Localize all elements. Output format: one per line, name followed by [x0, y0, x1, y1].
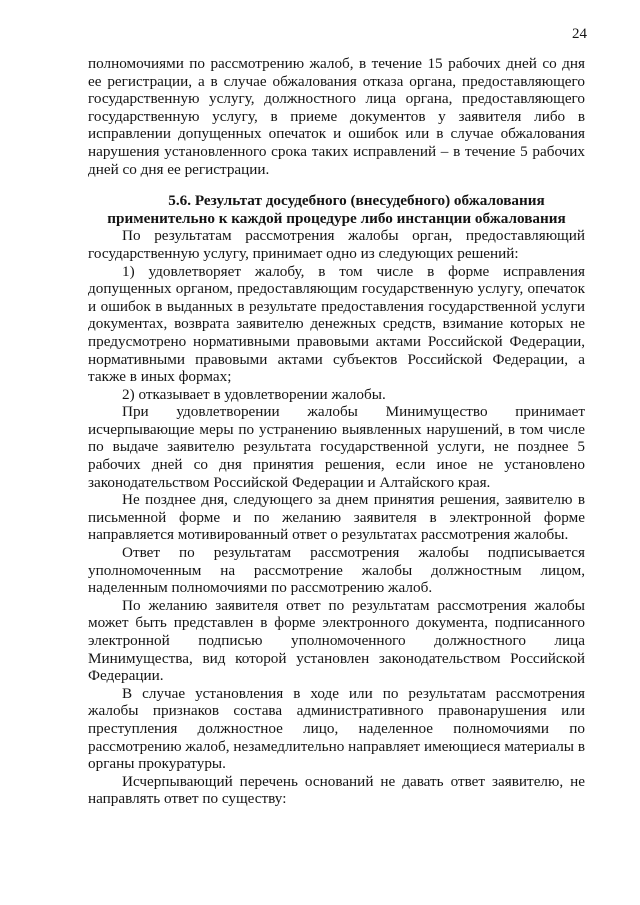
section-heading-line-1: 5.6. Результат досудебного (внесудебного) обжалования	[168, 192, 545, 210]
section-heading-line-2: применительно к каждой процедуре либо инстанции обжалования	[107, 209, 566, 227]
paragraph-electronic-response: По желанию заявителя ответ по результатам рассмотрения жалобы может быть представлен в форме электронного документа, подписанного электронной подписью уполномоченного должностного лица Минимущества, вид которой установлен законодательством Российской Федерации.	[88, 596, 585, 685]
document-body	[88, 55, 585, 808]
paragraph-satisfaction-measures: При удовлетворении жалобы Минимущество принимает исчерпывающие меры по устранению выявленных нарушений, в том числе по выдаче заявителю результата государственной услуги, не позднее 5 рабочих дней со дня принятия решения, если иное не установлено законодательством Российской Федерации и Алтайского края.	[88, 403, 585, 491]
paragraph-complaint-deadlines: полномочиями по рассмотрению жалоб, в течение 15 рабочих дней со дня ее регистрации, а в случае обжалования отказа органа, предоставляющего государственную услугу, должностного лица органа, предоставляющего государственную услугу, в приеме документов у заявителя либо в исправлении допущенных опечаток и ошибок или в случае обжалования нарушения установленного срока таких исправлений – в течение 5 рабочих дней со дня ее регистрации.	[88, 55, 585, 178]
paragraph-decision-satisfy: 1) удовлетворяет жалобу, в том числе в форме исправления допущенных органом, предоставляющим государственную услугу, опечаток и ошибок в выданных в результате предоставления государственной услуги документах, возврата заявителю денежных средств, взимание которых не предусмотрено нормативными правовыми актами Российской Федерации, нормативными правовыми актами субъектов Российской Федерации, а также в иных формах;	[88, 262, 585, 386]
section-heading-5-6	[88, 192, 585, 227]
paragraph-reasoned-response: Не позднее дня, следующего за днем принятия решения, заявителю в письменной форме и по желанию заявителя в электронной форме направляется мотивированный ответ о результатах рассмотрения жалобы.	[88, 491, 585, 544]
page-number: 24	[572, 26, 587, 42]
paragraph-decision-refuse: 2) отказывает в удовлетворении жалобы.	[122, 385, 386, 403]
paragraph-response-signature: Ответ по результатам рассмотрения жалобы подписывается уполномоченным на рассмотрение жалобы должностным лицом, наделенным полномочиями по рассмотрению жалоб.	[88, 544, 585, 597]
paragraph-prosecution-referral: В случае установления в ходе или по результатам рассмотрения жалобы признаков состава административного правонарушения или преступления должностное лицо, наделенное полномочиями по рассмотрению жалоб, незамедлительно направляет имеющиеся материалы в органы прокуратуры.	[88, 684, 585, 773]
paragraph-grounds-no-response: Исчерпывающий перечень оснований не давать ответ заявителю, не направлять ответ по существу:	[88, 772, 585, 808]
paragraph-decisions-intro: По результатам рассмотрения жалобы орган, предоставляющий государственную услугу, принимает одно из следующих решений:	[88, 227, 585, 262]
